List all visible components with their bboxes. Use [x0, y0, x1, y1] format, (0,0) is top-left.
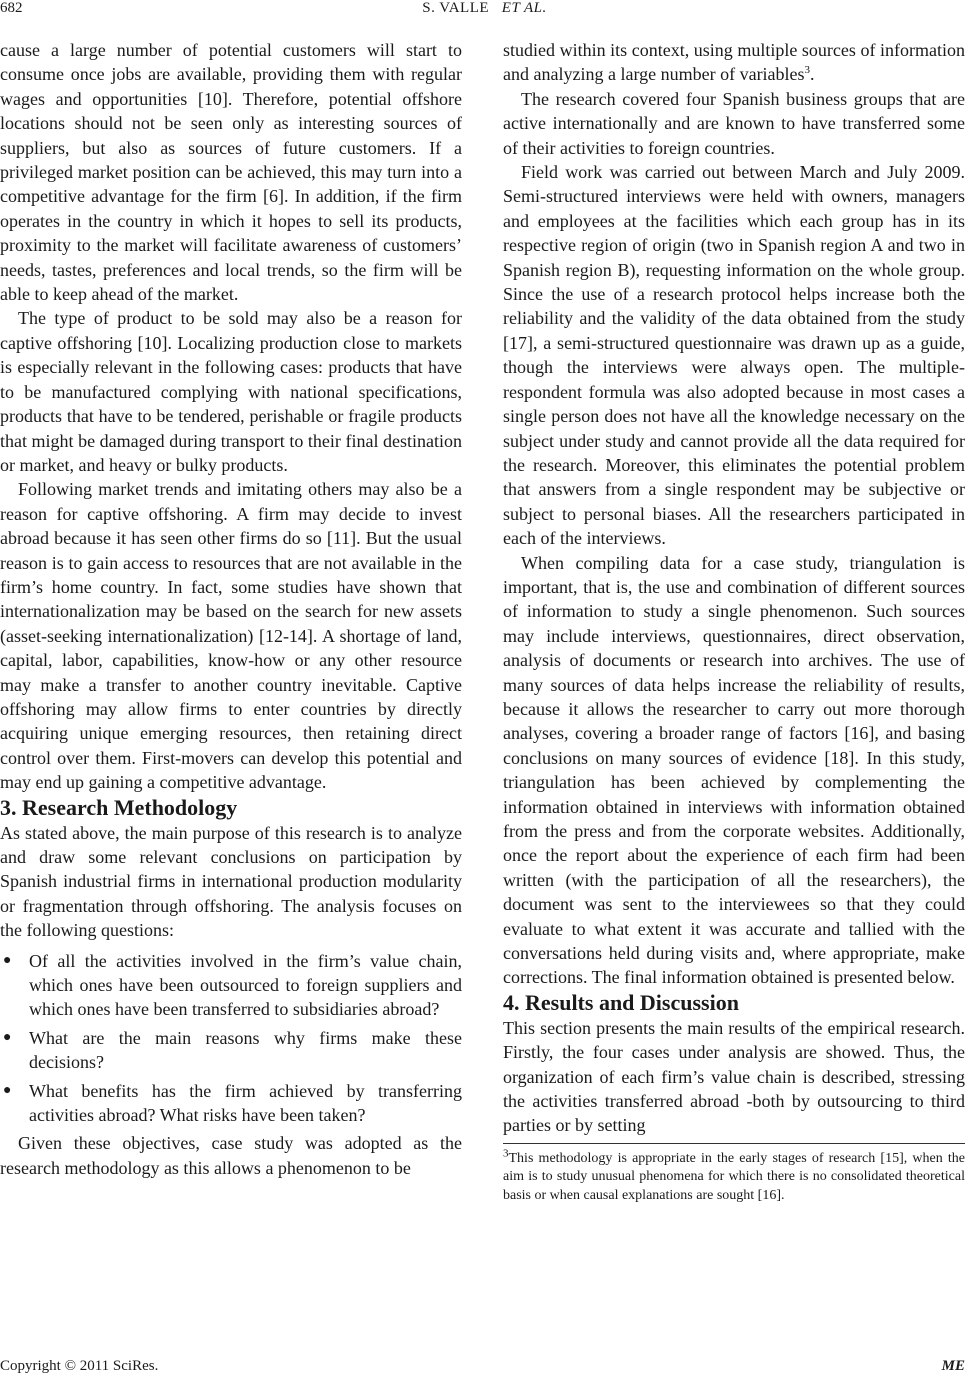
bullet-icon: ●	[3, 1082, 12, 1098]
list-item	[0, 1079, 462, 1128]
footnote-text: This methodology is appropriate in the early stages of research [15], when the aim is to study unusual phenomena for which there is no consolidated theoretical basis or when causal explanations are sought [16].	[503, 1150, 965, 1203]
page-number: 682	[0, 0, 23, 16]
bullet-icon: ●	[3, 1029, 12, 1045]
list-item-text: What benefits has the firm achieved by transferring activities abroad? What risks have been taken?	[29, 1080, 462, 1126]
footnote-reference: 3	[804, 64, 811, 77]
copyright-notice: Copyright © 2011 SciRes.	[0, 1358, 159, 1374]
paragraph: Given these objectives, case study was adopted as the research methodology as this allows a phenomenon to be	[0, 1133, 462, 1178]
paragraph: Following market trends and imitating others may also be a reason for captive offshoring. A firm may decide to invest abroad because it has seen other firms do so [11]. But the usual reason is to gain access to resources that are not available in the firm’s home country. In fact, some studies have shown that internationalization may be based on the search for new assets (asset-seeking internationalization) [12-14]. A shortage of land, capital, labor, capabilities, know-how or any other resource may make a transfer to another country inevitable. Captive offshoring may allow firms to enter countries by directly acquiring unique emerging resources, then retaining direct control over them. First-movers can develop this potential and may end up gaining a competitive advantage.	[0, 479, 462, 793]
section-intro: This section presents the main results of the empirical research. Firstly, the four cases under analysis are showed. Thus, the organization of each firm’s value chain is described, stressing the activities transferred abroad -both by outsourcing to third parties or by setting	[503, 1017, 965, 1136]
footnote	[503, 1147, 965, 1206]
paragraph-continuation	[503, 38, 965, 87]
section-heading-methodology: 3. Research Methodology	[0, 794, 238, 820]
paragraph-end: .	[810, 64, 815, 85]
paragraph: Field work was carried out between March and July 2009. Semi-structured interviews were held with owners, managers and employees at the facilities which each group has in its respective region of origin (two in Spanish region A and two in Spanish region B), requesting information on the whole group. Since the use of a research protocol helps increase both the reliability and the validity of the data obtained from the study [17], a semi-structured questionnaire was drawn up as a guide, though the interviews were always open. The multiple-respondent formula was also adopted because in most cases a single person does not have all the knowledge necessary on the subject under study and cannot provide all the data required for the research. Moreover, this eliminates the potential problem that answers from a single respondent may be subjective or subject to personal biases. All the researchers participated in each of the interviews.	[503, 162, 965, 549]
list-item-text: Of all the activities involved in the firm’s value chain, which ones have been outsourced to foreign suppliers and which ones have been transferred to subsidiaries abroad?	[29, 950, 462, 1020]
page-header	[0, 0, 969, 26]
section-intro: As stated above, the main purpose of this research is to analyze and draw some relevant conclusions on participation by Spanish industrial firms in international production modularity or fragmentation through offshoring. The analysis focuses on the following questions:	[0, 822, 462, 941]
footnote-mark: 3	[503, 1147, 509, 1160]
list-item-text: What are the main reasons why firms make these decisions?	[29, 1027, 462, 1073]
paragraph: When compiling data for a case study, triangulation is important, that is, the use and combination of different sources of information to study a single phenomenon. Such sources may include interviews, questionnaires, direct observation, analysis of documents or research into archives. The use of many sources of data helps increase the reliability of results, because it allows the researcher to carry out more thorough analyses, covering a broader range of factors [16], and basing conclusions on many sources of evidence [18]. In this study, triangulation has been achieved by complementing the information obtained in interviews with information obtained from the press and from the corporate websites. Additionally, once the report about the experience of each firm had been written (with the participation of all the researchers), the document was sent to the interviewees so that they could evaluate to what extent it was accurate and tallied with the conversations held during visits and, where appropriate, make corrections. The final information obtained is presented below.	[503, 552, 965, 988]
authors-etal: ET AL.	[501, 0, 547, 16]
list-item	[0, 949, 462, 1022]
bullet-icon: ●	[3, 952, 12, 968]
authors-prefix: S. VALLE	[422, 0, 490, 16]
paragraph-continuation: cause a large number of potential customers will start to consume once jobs are available, providing them with regular wages and opportunities [10]. Therefore, potential offshore locations should not be seen only as interesting sources of suppliers, but also as sources of future customers. If a privileged market position can be achieved, this may turn into a competitive advantage for the firm [6]. In addition, if the firm operates in the country in which it hopes to sell its products, proximity to the market will facilitate awareness of customers’ needs, tastes, preferences and local trends, so the firm will be able to keep ahead of the market.	[0, 40, 462, 305]
journal-abbreviation: ME	[941, 1358, 965, 1374]
paragraph-text: studied within its context, using multiple sources of information and analyzing a large number of variables	[503, 40, 965, 85]
left-column	[0, 38, 462, 1180]
section-heading-results: 4. Results and Discussion	[503, 989, 739, 1015]
paragraph: The research covered four Spanish business groups that are active internationally and are known to have transferred some of their activities to foreign countries.	[503, 88, 965, 158]
list-item	[0, 1026, 462, 1075]
running-head-authors	[0, 0, 969, 17]
paragraph: The type of product to be sold may also be a reason for captive offshoring [10]. Localizing production close to markets is especially relevant in the following cases: products that have to be manufactured complying with national specifications, products that have to be tendered, perishable or fragile products that might be damaged during transport to their final destination or market, and heavy or bulky products.	[0, 308, 462, 475]
footnote-divider	[503, 1143, 965, 1144]
right-column	[503, 38, 965, 1205]
question-list	[0, 949, 462, 1128]
